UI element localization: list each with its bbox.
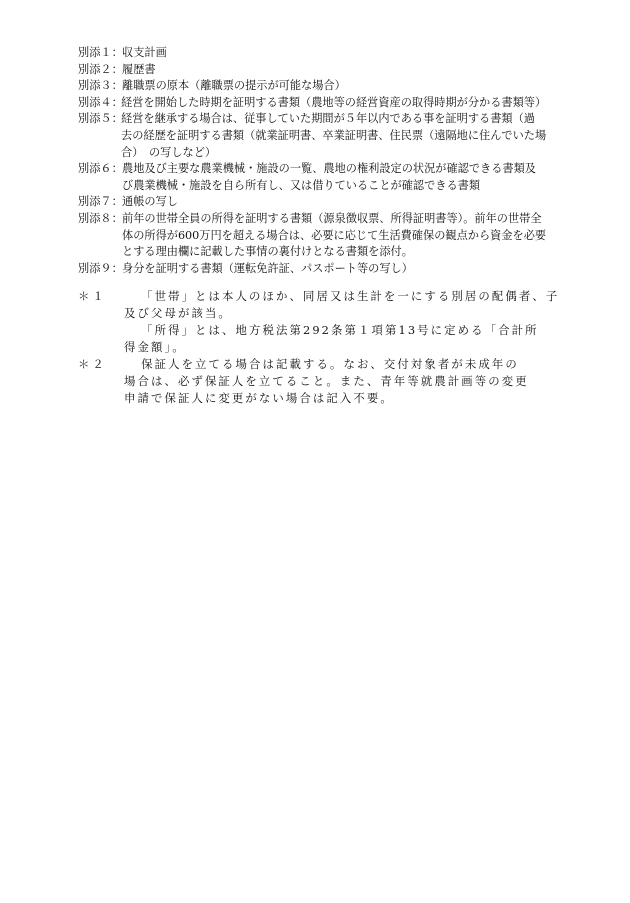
attachment-label: 別添６： [78, 162, 123, 176]
attachment-label: 別添４： [78, 95, 123, 109]
note-paragraph [124, 288, 576, 322]
attachment-text [122, 62, 574, 79]
attachment-label: 別添８： [78, 211, 123, 225]
attachment-line: 体の所得が600万円を超える場合は、必要に応じて生活費確保の観点から資金を必要 [122, 228, 547, 242]
attachment-item-7 [78, 194, 574, 211]
attachment-text [121, 95, 574, 112]
attachment-text [122, 211, 574, 261]
note-paragraph [124, 356, 576, 407]
attachment-label: 別添１： [78, 46, 123, 59]
attachment-item-9 [78, 261, 574, 278]
note-mark: ＊１ [78, 289, 107, 303]
note-line: 得金額」。 [124, 340, 186, 354]
note-2 [78, 356, 576, 407]
attachment-line: とする理由欄に記載した事情の裏付けとなる書類を添付。 [122, 245, 413, 259]
attachment-line: 履歴書 [122, 62, 156, 76]
attachment-line: 農地及び主要な農業機械・施設の一覧、農地の権利設定の状況が確認できる書類及 [122, 162, 536, 176]
note-line: 及び父母が該当。 [124, 306, 232, 320]
attachment-text [122, 45, 574, 62]
attachment-label: 別添２： [78, 62, 123, 76]
attachment-label: 別添７： [78, 195, 123, 209]
attachment-line: 去の経歴を証明する書類（就業証明書、卒業証明書、住民票（遠隔地に住んでいた場 [121, 128, 547, 142]
note-line: 申請で保証人に変更がない場合は記入不要。 [124, 391, 394, 405]
note-line: 場合は、必ず保証人を立てること。また、青年等就農計画等の変更 [124, 374, 529, 388]
attachment-item-8 [78, 211, 574, 261]
attachment-item-4 [78, 95, 574, 112]
attachment-list [78, 45, 574, 277]
attachment-item-1 [78, 45, 574, 62]
note-1 [78, 288, 576, 356]
attachment-line: 身分を証明する書類（運転免許証、パスポート等の写し） [122, 261, 413, 275]
attachment-line: 前年の世帯全員の所得を証明する書類（源泉徴収票、所得証明書等）。前年の世帯全 [122, 211, 542, 225]
note-line: 「所得」とは、地方税法第292条第１項第13号に定める「合計所 [141, 323, 539, 337]
attachment-line: 経営を開始した時期を証明する書類（農地等の経営資産の取得時期が分かる書類等） [121, 95, 547, 109]
attachment-item-5 [78, 111, 574, 161]
notes-section [78, 288, 576, 407]
attachment-text [122, 78, 574, 95]
attachment-line: 経営を継承する場合は、従事していた期間が５年以内である事を証明する書類（過 [121, 112, 535, 126]
attachment-line: 収支計画 [122, 46, 167, 59]
attachment-label: 別添３： [78, 79, 123, 93]
attachment-label: 別添９： [78, 261, 123, 275]
attachment-line: 離職票の原本（離職票の提示が可能な場合） [122, 79, 346, 93]
note-body [124, 356, 576, 407]
note-mark: ＊２ [78, 357, 107, 371]
attachment-text [122, 161, 574, 194]
attachment-item-2 [78, 62, 574, 79]
attachment-line: び農業機械・施設を自ら所有し、又は借りていることが確認できる書類 [122, 178, 481, 192]
attachment-label: 別添５： [78, 112, 123, 126]
attachment-item-6 [78, 161, 574, 194]
attachment-text [121, 111, 574, 161]
attachment-line: 通帳の写し [122, 195, 178, 209]
attachment-item-3 [78, 78, 574, 95]
note-body [124, 288, 576, 356]
note-line: 保証人を立てる場合は記載する。なお、交付対象者が未成年の [141, 357, 519, 371]
attachment-text [122, 261, 574, 278]
note-line: 「世帯」とは本人のほか、同居又は生計を一にする別居の配偶者、子 [141, 289, 560, 303]
note-paragraph [124, 322, 576, 356]
attachment-text [122, 194, 574, 211]
attachment-line: 合） の写しなど） [121, 145, 217, 159]
